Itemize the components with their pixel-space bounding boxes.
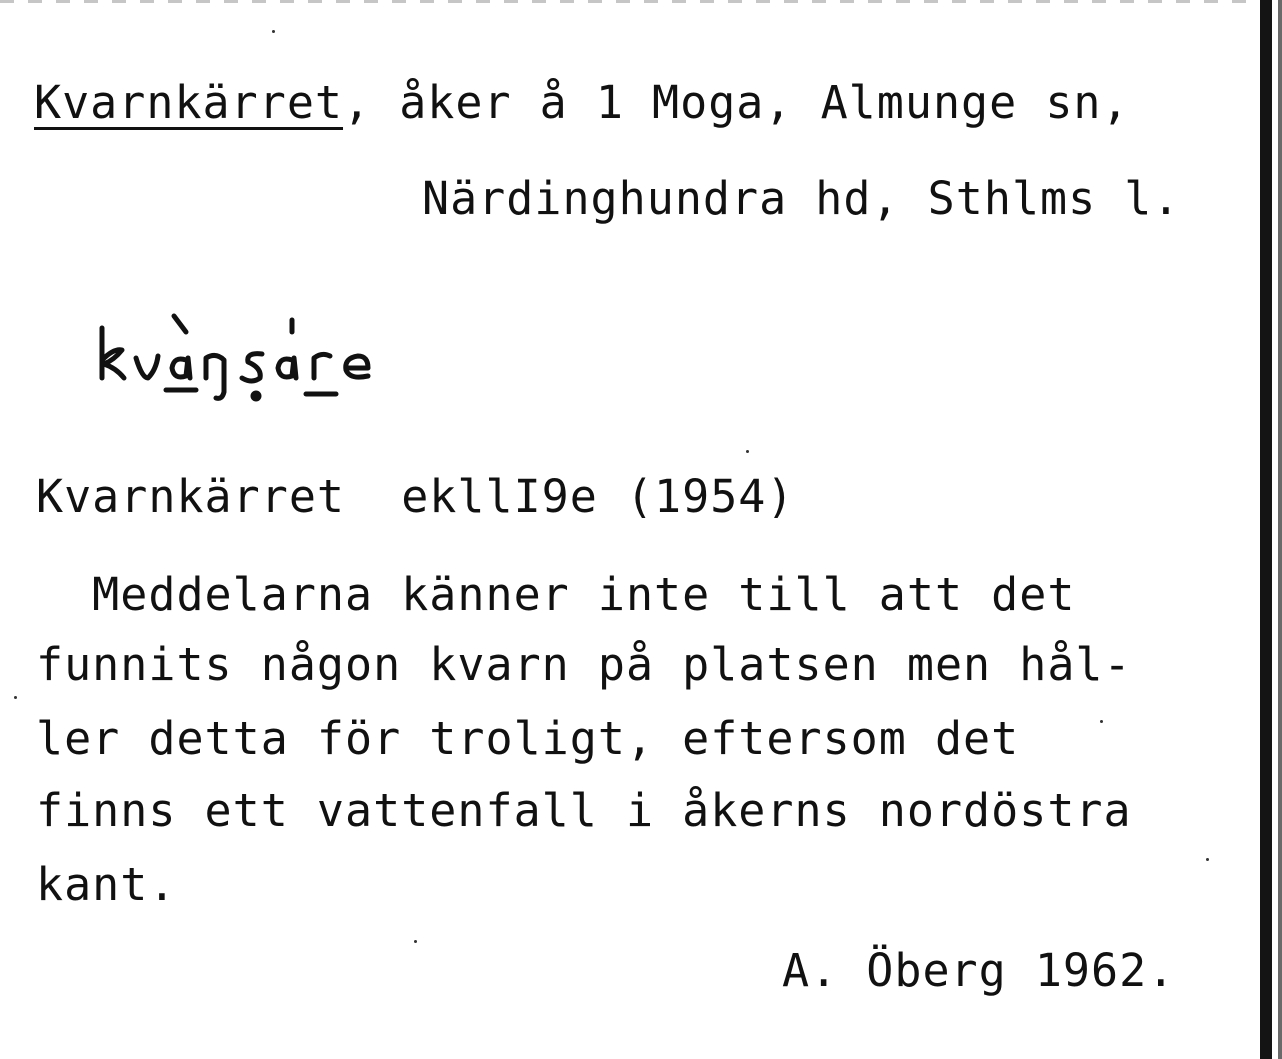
heading-line-1	[34, 76, 1130, 129]
body-line-4: finns ett vattenfall i åkerns nordöstra	[36, 784, 1132, 837]
heading-line-2: Närdinghundra hd, Sthlms l.	[422, 172, 1181, 225]
handwritten-dialect-form	[92, 298, 422, 418]
scan-speck	[14, 696, 17, 699]
scan-right-edge-thin	[1278, 0, 1282, 1059]
body-line-3: ler detta för troligt, eftersom det	[36, 712, 1020, 765]
scan-top-edge	[0, 0, 1250, 3]
scan-right-edge	[1260, 0, 1272, 1059]
place-name: Kvarnkärret	[34, 76, 344, 129]
body-line-5: kant.	[36, 858, 177, 911]
scan-speck	[414, 940, 417, 943]
heading-location: , åker å 1 Moga, Almunge sn,	[343, 76, 1130, 129]
scan-speck	[272, 30, 275, 33]
body-line-1: Meddelarna känner inte till att det	[36, 568, 1076, 621]
scan-speck	[1206, 858, 1209, 861]
body-line-2: funnits någon kvarn på platsen men hål-	[36, 638, 1132, 691]
scan-speck	[746, 450, 749, 453]
record-line: Kvarnkärret ekllI9e (1954)	[36, 470, 795, 523]
signature-line: A. Öberg 1962.	[782, 944, 1176, 997]
scan-speck	[1100, 720, 1103, 723]
